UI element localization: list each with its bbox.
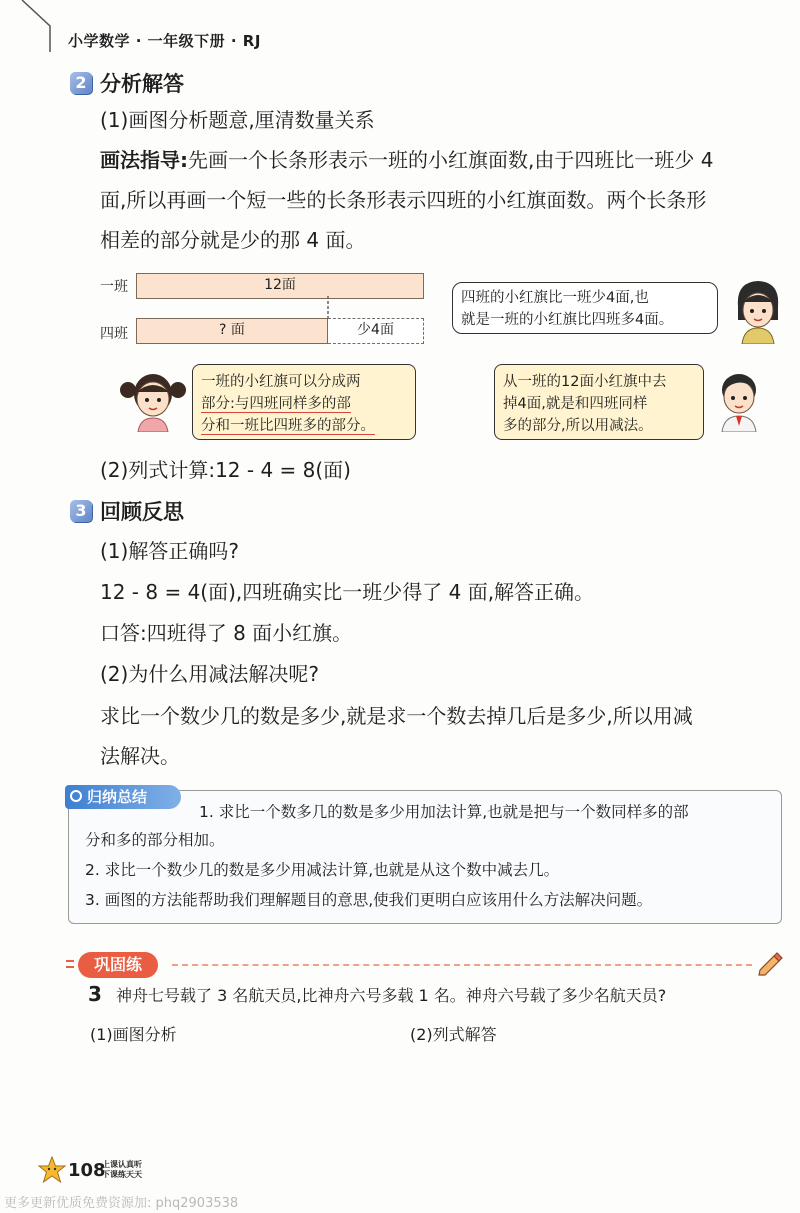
- practice-question: 神舟七号载了 3 名航天员,比神舟六号多载 1 名。神舟六号载了多少名航天员?: [116, 986, 667, 1005]
- class-4-label: 四班: [100, 326, 128, 342]
- bubble-girl-line-3: 分和一班比四班多的部分。: [201, 418, 375, 434]
- summary-line-4: 3. 画图的方法能帮助我们理解题目的意思,使我们更明白应该用什么方法解决问题。: [85, 891, 653, 909]
- bubble-tr-line-1: 四班的小红旗比一班少4面,也: [461, 290, 649, 306]
- girl-pigtails-icon: [118, 366, 188, 432]
- summary-tag: 归纳总结: [65, 785, 181, 809]
- practice-marker-2: [66, 966, 74, 968]
- section-2-title: 分析解答: [100, 72, 184, 96]
- practice-divider: [172, 964, 752, 966]
- reflection-reason: [100, 696, 790, 776]
- pencil-icon: [756, 950, 784, 976]
- watermark-text: 更多更新优质免费资源加: phq2903538: [4, 1196, 239, 1211]
- bubble-boy-line-3: 多的部分,所以用减法。: [503, 418, 653, 434]
- guide-paragraph: [100, 140, 790, 260]
- class-1-bar: [136, 273, 424, 299]
- step-2-text: (2)列式计算:12 - 4 = 8(面): [100, 458, 351, 482]
- summary-box: [68, 790, 782, 924]
- reflection-check: 12 - 8 = 4(面),四班确实比一班少得了 4 面,解答正确。: [100, 580, 595, 604]
- speech-bubble-top-right: [452, 282, 718, 334]
- practice-sub-1: (1)画图分析: [90, 1025, 177, 1044]
- guide-line-1: 先画一个长条形表示一班的小红旗面数,由于四班比一班少 4: [188, 148, 714, 172]
- guide-line-3: 相差的部分就是少的那 4 面。: [100, 228, 366, 252]
- summary-tag-icon: [70, 790, 82, 802]
- reflection-answer: 口答:四班得了 8 面小红旗。: [100, 621, 353, 645]
- boy-character-icon: [710, 366, 768, 432]
- page-number: 108: [68, 1160, 106, 1181]
- speech-bubble-boy: [494, 364, 704, 440]
- page-corner-decoration: [20, 0, 56, 52]
- guide-label: 画法指导:: [100, 148, 188, 172]
- section-3-heading: [70, 496, 184, 526]
- section-2-heading: [70, 68, 184, 98]
- bubble-girl-line-1: 一班的小红旗可以分成两: [201, 374, 361, 390]
- guide-line-2: 面,所以再画一个短一些的长条形表示四班的小红旗面数。两个长条形: [100, 188, 707, 212]
- class-1-value: 12面: [264, 277, 296, 293]
- summary-line-2: 分和多的部分相加。: [85, 831, 225, 849]
- class-4-difference: 少4面: [357, 322, 394, 338]
- alignment-dashed-line: [326, 296, 330, 320]
- section-2-number: 2: [70, 72, 92, 94]
- step-1-text: (1)画图分析题意,厘清数量关系: [100, 108, 375, 132]
- girl-character-icon: [728, 276, 788, 344]
- class-4-value: ? 面: [219, 322, 245, 338]
- bubble-boy-line-1: 从一班的12面小红旗中去: [503, 374, 667, 390]
- footer-slogan: 上课认真听 下课练天天: [102, 1160, 142, 1179]
- summary-line-3: 2. 求比一个数少几的数是多少用减法计算,也就是从这个数中减去几。: [85, 861, 560, 879]
- bubble-boy-line-2: 掉4面,就是和四班同样: [503, 396, 648, 412]
- class-4-difference-segment: [328, 318, 424, 344]
- class-4-bar: [136, 318, 328, 344]
- section-3-title: 回顾反思: [100, 500, 184, 524]
- practice-sub-2: (2)列式解答: [410, 1025, 497, 1044]
- mascot-star-icon: [38, 1156, 66, 1184]
- class-1-label: 一班: [100, 279, 128, 295]
- practice-tag: 巩固练: [78, 952, 158, 978]
- reflection-q2: (2)为什么用减法解决呢?: [100, 662, 319, 686]
- speech-bubble-girl: [192, 364, 416, 440]
- reflection-q1: (1)解答正确吗?: [100, 539, 239, 563]
- book-title: 小学数学 · 一年级下册 · RJ: [68, 32, 261, 50]
- summary-line-1: 1. 求比一个数多几的数是多少用加法计算,也就是把与一个数同样多的部: [199, 803, 689, 821]
- bubble-girl-line-2: 部分:与四班同样多的部: [201, 396, 351, 412]
- reason-line-2: 法解决。: [100, 744, 180, 768]
- section-3-number: 3: [70, 500, 92, 522]
- practice-question-number: 3: [88, 982, 102, 1006]
- reason-line-1: 求比一个数少几的数是多少,就是求一个数去掉几后是多少,所以用减: [100, 704, 693, 728]
- bubble-tr-line-2: 就是一班的小红旗比四班多4面。: [461, 312, 674, 328]
- practice-marker: [66, 960, 74, 962]
